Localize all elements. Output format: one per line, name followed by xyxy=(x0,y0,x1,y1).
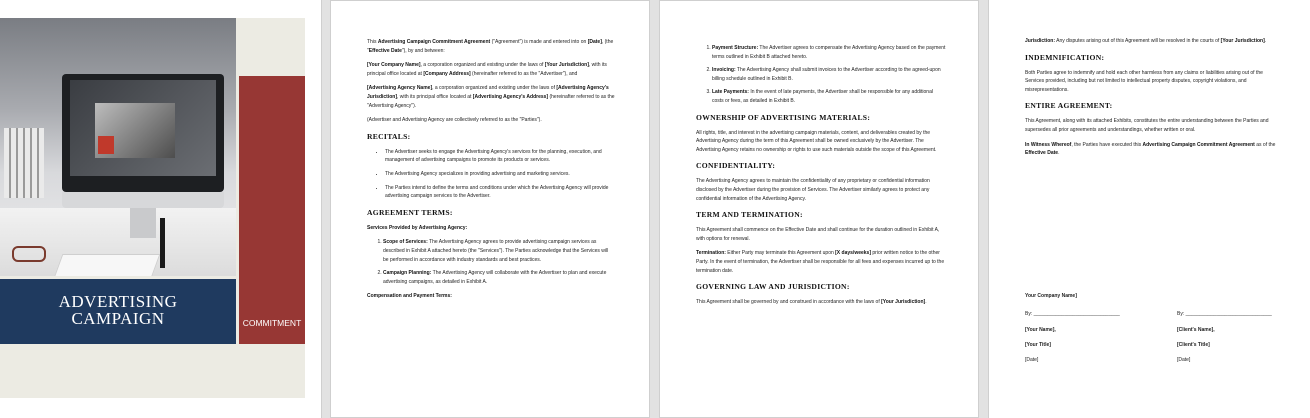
intro-paragraph: This Advertising Campaign Commitment Agreement ("Agreement") is made and entered into on [Date], (the "Effective Date"), by and between: xyxy=(367,39,614,54)
list-item: 1. Payment Structure: The Advertiser agrees to compensate the Advertising Agency based on the payment terms outlined in Exhibit B attached hereto. xyxy=(712,44,946,61)
confidentiality-heading: CONFIDENTIALITY: xyxy=(696,161,776,171)
photo-glasses xyxy=(12,246,46,262)
list-item: 2. Campaign Planning: The Advertising Agency will collaborate with the Advertiser to plan and execute advertising campaigns, as detailed in Exhibit A. xyxy=(383,269,615,286)
recitals-list xyxy=(367,148,615,201)
entire-agreement-heading: ENTIRE AGREEMENT: xyxy=(1025,101,1113,111)
photo-monitor-stand xyxy=(130,208,156,238)
services-heading: Services Provided by Advertising Agency: xyxy=(367,224,468,231)
compensation-heading: Compensation and Payment Terms: xyxy=(367,293,452,300)
cover-accent-panel xyxy=(239,76,305,344)
indemnification-text: Both Parties agree to indemnify and hold each other harmless from any claims or liabilities arising out of the Services provided, including but not limited to intellectual property disputes, copyright violations, and misrepresentations. xyxy=(1025,69,1263,93)
party1-paragraph: [Your Company Name], a corporation organized and existing under the laws of [Your Jurisdiction], with its principal office located at [Company Address] (hereinafter referred to as the "Advertiser"), and xyxy=(367,62,607,77)
photo-marker-cups xyxy=(4,128,44,198)
cover-title-block xyxy=(0,279,236,344)
list-item: • The Advertiser seeks to engage the Advertising Agency's services for the planning, execution, and management of advertising campaigns to promote its products or services. xyxy=(385,148,615,165)
confidentiality-text: The Advertising Agency agrees to maintain the confidentiality of any proprietary or confidential information disclosed by the Advertiser during the provision of Services. The Advertiser similarly agrees to protect any confidential information of the Advertising Agency. xyxy=(696,178,930,202)
page4-body xyxy=(1025,37,1277,164)
indemnification-heading: INDEMNIFICATION: xyxy=(1025,52,1105,62)
cover-subtitle: COMMITMENT xyxy=(242,318,302,328)
termination-text: Termination: Either Party may terminate this Agreement upon [X days/weeks] prior written notice to the other Party. In the event of termination, the Advertiser shall be responsible for all fees and expenses incurred up to the termination date. xyxy=(696,250,945,274)
term-text: This Agreement shall commence on the Effective Date and shall continue for the duration outlined in Exhibit A, with options for renewal. xyxy=(696,227,940,242)
signature-title-right: [Client's Title] xyxy=(1177,342,1210,348)
parties-note: (Advertiser and Advertising Agency are collectively referred to as the "Parties"). xyxy=(367,117,542,124)
list-item: • The Advertising Agency specializes in providing advertising and marketing services. xyxy=(385,170,615,179)
page3-body xyxy=(696,44,946,313)
signature-date-left: [Date] xyxy=(1025,357,1039,363)
ownership-text: All rights, title, and interest in the advertising campaign materials, content, and deliverables created by the Advertising Agency during the term of this Agreement shall be owned exclusively by the Advertiser. The Advertising Agency retains no ownership or rights to use such materials outside the scope of this Agreement. xyxy=(696,129,937,153)
terms-heading: AGREEMENT TERMS: xyxy=(367,207,453,217)
services-list xyxy=(367,238,615,286)
ownership-heading: OWNERSHIP OF ADVERTISING MATERIALS: xyxy=(696,112,871,122)
governing-text: This Agreement shall be governed by and construed in accordance with the laws of [Your Jurisdiction]. xyxy=(696,299,927,306)
entire-agreement-text: This Agreement, along with its attached Exhibits, constitutes the entire understanding between the Parties and supersedes all prior agreements and understandings, whether written or oral. xyxy=(1025,118,1269,133)
signature-by-right: By: _______________________________ xyxy=(1177,311,1272,317)
cover-title-line1: ADVERTISING xyxy=(58,292,178,311)
list-item: • The Parties intend to define the terms and conditions under which the Advertising Agency will provide advertising campaign services to the Advertiser. xyxy=(385,184,615,201)
signature-date-right: [Date] xyxy=(1177,357,1191,363)
payments-list xyxy=(696,44,946,106)
party2-paragraph: [Advertising Agency Name], a corporation organized and existing under the laws of [Advertising Agency's Jurisdiction], with its principal office located at [Advertising Agency's Address] (hereinafter referred to as the "Advertising Agency"). xyxy=(367,85,615,109)
signature-by-left: By: _______________________________ xyxy=(1025,311,1120,317)
cover-title-line2: CAMPAIGN xyxy=(71,309,165,328)
photo-screen-accent xyxy=(98,136,114,154)
photo-monitor-chin xyxy=(62,192,224,208)
list-item: 2. Invoicing: The Advertising Agency shall submit invoices to the Advertiser according to the agreed-upon billing schedule outlined in Exhibit B. xyxy=(712,66,946,83)
page2-body xyxy=(367,38,615,307)
signature-name-left: [Your Name], xyxy=(1025,327,1056,333)
term-heading: TERM AND TERMINATION: xyxy=(696,210,803,220)
photo-pen xyxy=(160,218,165,268)
signature-title-left: [Your Title] xyxy=(1025,342,1051,348)
witness-text: In Witness Whereof, the Parties have executed this Advertising Campaign Commitment Agreement as of the Effective Date. xyxy=(1025,141,1276,157)
signature-company-label: Your Company Name] xyxy=(1025,293,1077,299)
governing-heading: GOVERNING LAW AND JURISDICTION: xyxy=(696,282,850,292)
document-page-4 xyxy=(988,0,1310,418)
document-page-3 xyxy=(659,0,979,418)
document-page-2 xyxy=(330,0,650,418)
list-item: 3. Late Payments: In the event of late payments, the Advertiser shall be responsible for any additional costs or fees, as detailed in Exhibit B. xyxy=(712,88,946,105)
recitals-heading: RECITALS: xyxy=(367,131,411,141)
signature-name-right: [Client's Name], xyxy=(1177,327,1215,333)
jurisdiction-text: Jurisdiction: Any disputes arising out of this Agreement will be resolved in the courts of [Your Jurisdiction]. xyxy=(1025,38,1267,44)
photo-keyboard xyxy=(54,254,161,276)
list-item: 1. Scope of Services: The Advertising Agency agrees to provide advertising campaign services as described in Exhibit A attached hereto (the "Services"). The Parties acknowledge that the Services will be performed in accordance with industry standards and best practices. xyxy=(383,238,615,264)
cover-page xyxy=(0,0,322,418)
cover-photo-workspace xyxy=(0,18,236,276)
